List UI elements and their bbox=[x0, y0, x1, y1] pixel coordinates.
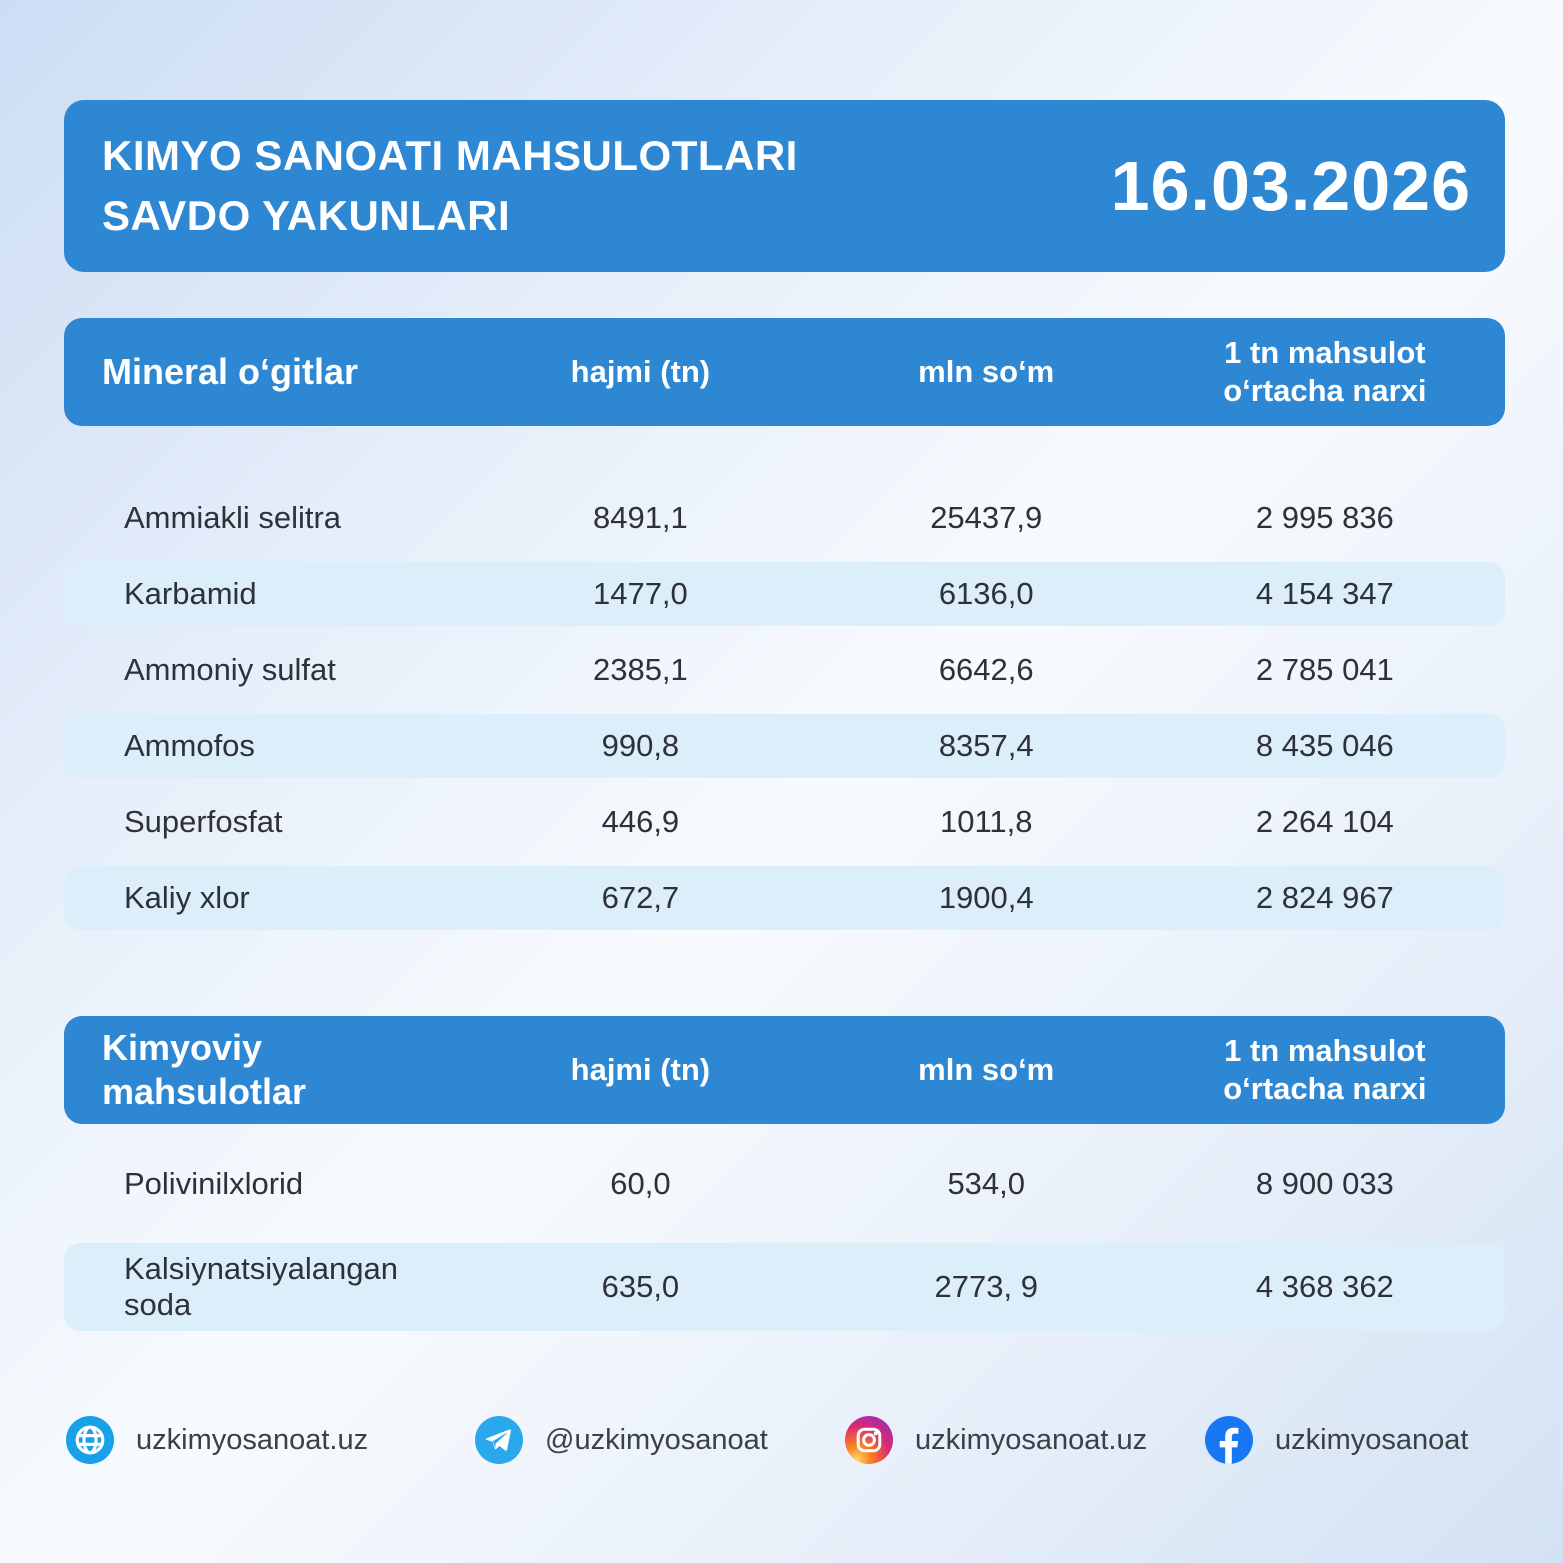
column-header-avg-price-line2: o‘rtacha narxi bbox=[1223, 1071, 1427, 1106]
cell-avg-price: 2 264 104 bbox=[1255, 804, 1394, 839]
cell-avg-price: 4 368 362 bbox=[1255, 1269, 1394, 1304]
cell-product-name: Kaliy xlor bbox=[124, 880, 250, 915]
cell-volume: 635,0 bbox=[601, 1269, 680, 1304]
column-header-avg-price bbox=[1145, 334, 1505, 410]
cell-mln-som: 6642,6 bbox=[938, 652, 1034, 687]
column-header-mln-som: mln so‘m bbox=[918, 1052, 1055, 1087]
cell-mln-som: 534,0 bbox=[947, 1166, 1026, 1201]
report-date: 16.03.2026 bbox=[1110, 147, 1471, 225]
cell-product-name: Superfosfat bbox=[124, 804, 283, 839]
cell-mln-som: 1900,4 bbox=[938, 880, 1034, 915]
table-row bbox=[64, 562, 1505, 626]
website-label: uzkimyosanoat.uz bbox=[136, 1423, 369, 1456]
table-row bbox=[64, 486, 1505, 550]
facebook-link[interactable] bbox=[1205, 1416, 1468, 1464]
cell-mln-som: 6136,0 bbox=[938, 576, 1034, 611]
table-chemical-header bbox=[64, 1016, 1505, 1124]
cell-product-name: Kalsiynatsiyalangan soda bbox=[124, 1251, 399, 1322]
page-title-line2: SAVDO YAKUNLARI bbox=[102, 192, 511, 239]
cell-volume: 8491,1 bbox=[592, 500, 688, 535]
table-row bbox=[64, 1243, 1505, 1331]
column-header-product: Mineral o‘gitlar bbox=[102, 351, 359, 392]
cell-volume: 1477,0 bbox=[592, 576, 688, 611]
cell-volume: 2385,1 bbox=[592, 652, 688, 687]
table-row bbox=[64, 714, 1505, 778]
table-row bbox=[64, 638, 1505, 702]
cell-avg-price: 2 824 967 bbox=[1255, 880, 1394, 915]
column-header-avg-price-line2: o‘rtacha narxi bbox=[1223, 373, 1427, 408]
cell-volume: 60,0 bbox=[610, 1166, 671, 1201]
cell-volume: 672,7 bbox=[601, 880, 680, 915]
instagram-icon bbox=[845, 1416, 893, 1464]
telegram-link[interactable] bbox=[475, 1416, 768, 1464]
cell-mln-som: 1011,8 bbox=[939, 804, 1033, 839]
cell-mln-som: 8357,4 bbox=[938, 728, 1034, 763]
cell-mln-som: 25437,9 bbox=[930, 500, 1043, 535]
page-title bbox=[102, 126, 798, 246]
cell-product-name: Karbamid bbox=[124, 576, 257, 611]
page-title-line1: KIMYO SANOATI MAHSULOTLARI bbox=[102, 132, 798, 179]
telegram-label: @uzkimyosanoat bbox=[545, 1423, 768, 1456]
cell-avg-price: 8 435 046 bbox=[1255, 728, 1394, 763]
column-header-avg-price bbox=[1145, 1032, 1505, 1108]
cell-avg-price: 2 995 836 bbox=[1255, 500, 1394, 535]
header-card bbox=[64, 100, 1505, 272]
facebook-label: uzkimyosanoat bbox=[1275, 1423, 1469, 1456]
column-header-volume: hajmi (tn) bbox=[570, 1052, 711, 1087]
column-header-avg-price-line1: 1 tn mahsulot bbox=[1224, 1033, 1426, 1068]
column-header-product: Kimyoviy mahsulotlar bbox=[102, 1027, 307, 1112]
cell-mln-som: 2773, 9 bbox=[934, 1269, 1038, 1304]
column-header-mln-som: mln so‘m bbox=[918, 354, 1055, 389]
table-mineral-header bbox=[64, 318, 1505, 426]
cell-avg-price: 4 154 347 bbox=[1255, 576, 1394, 611]
cell-product-name: Ammoniy sulfat bbox=[124, 652, 336, 687]
instagram-link[interactable] bbox=[845, 1416, 1147, 1464]
instagram-label: uzkimyosanoat.uz bbox=[915, 1423, 1148, 1456]
column-header-avg-price-line1: 1 tn mahsulot bbox=[1224, 335, 1426, 370]
cell-avg-price: 2 785 041 bbox=[1255, 652, 1394, 687]
table-row bbox=[64, 790, 1505, 854]
cell-product-name: Ammofos bbox=[124, 728, 255, 763]
table-row bbox=[64, 866, 1505, 930]
cell-volume: 446,9 bbox=[601, 804, 680, 839]
facebook-icon bbox=[1205, 1416, 1253, 1464]
column-header-volume: hajmi (tn) bbox=[570, 354, 711, 389]
globe-icon bbox=[66, 1416, 114, 1464]
cell-volume: 990,8 bbox=[601, 728, 680, 763]
telegram-icon bbox=[475, 1416, 523, 1464]
website-link[interactable] bbox=[66, 1416, 368, 1464]
cell-product-name: Polivinilxlorid bbox=[124, 1166, 304, 1201]
cell-avg-price: 8 900 033 bbox=[1255, 1166, 1394, 1201]
cell-product-name: Ammiakli selitra bbox=[124, 500, 342, 535]
table-row bbox=[64, 1146, 1505, 1222]
